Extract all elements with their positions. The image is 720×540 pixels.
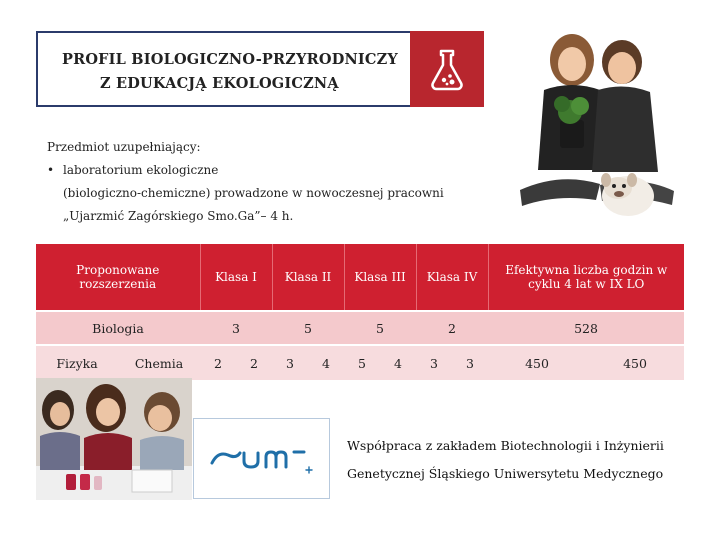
title-line-2: Z EDUKACJĄ EKOLOGICZNĄ — [100, 75, 339, 92]
cell-physics-k3: 5 — [344, 345, 380, 380]
cell-biology-total: 528 — [488, 311, 684, 345]
table-header-row — [36, 244, 684, 311]
cell-biology-k4: 2 — [416, 311, 488, 345]
header-klasa-4: Klasa IV — [416, 244, 488, 311]
students-lab-photo — [36, 378, 192, 500]
cell-subject-biology: Biologia — [36, 311, 200, 345]
intro-section — [47, 136, 444, 228]
table-row-physics-chemistry — [36, 345, 684, 380]
bullet: • — [47, 163, 55, 177]
header-effective-hours: Efektywna liczba godzin w cyklu 4 lat w IX LO — [488, 244, 684, 311]
cell-physics-total: 450 — [488, 345, 586, 380]
cell-chemistry-k2: 4 — [308, 345, 344, 380]
intro-item-line2: (biologiczno-chemiczne) prowadzone w nowoczesnej pracowni — [63, 186, 444, 200]
cooperation-line2: Genetycznej Śląskiego Uniwersytetu Medycznego — [347, 466, 664, 481]
flask-icon-box — [410, 31, 484, 107]
intro-item — [47, 159, 444, 182]
title-line-1: PROFIL BIOLOGICZNO-PRZYRODNICZY — [62, 51, 398, 68]
intro-label: Przedmiot uzupełniający: — [47, 140, 201, 154]
header-extensions: Proponowane rozszerzenia — [36, 244, 200, 311]
flask-icon — [410, 31, 484, 107]
cell-subject-physics: Fizyka — [36, 345, 118, 380]
cell-chemistry-total: 450 — [586, 345, 684, 380]
header-klasa-2: Klasa II — [272, 244, 344, 311]
table-row-biology — [36, 311, 684, 345]
cell-subject-chemistry: Chemia — [118, 345, 200, 380]
cell-physics-k1: 2 — [200, 345, 236, 380]
schedule-table — [36, 244, 684, 380]
cell-physics-k4: 3 — [416, 345, 452, 380]
intro-item-line1: laboratorium ekologiczne — [63, 163, 219, 177]
cell-chemistry-k4: 3 — [452, 345, 488, 380]
cooperation-line1: Współpraca z zakładem Biotechnologii i Inżynierii — [347, 438, 664, 453]
cooperation-section — [347, 432, 664, 488]
cell-biology-k1: 3 — [200, 311, 272, 345]
title-box — [36, 31, 448, 107]
cell-chemistry-k3: 4 — [380, 345, 416, 380]
cell-chemistry-k1: 2 — [236, 345, 272, 380]
header-klasa-3: Klasa III — [344, 244, 416, 311]
students-with-dog-photo — [510, 20, 680, 230]
sum-logo-icon — [194, 419, 329, 498]
sum-logo-box — [193, 418, 330, 499]
header-klasa-1: Klasa I — [200, 244, 272, 311]
cell-biology-k2: 5 — [272, 311, 344, 345]
cell-physics-k2: 3 — [272, 345, 308, 380]
intro-item-line3: „Ujarzmić Zagórskiego Smo.Ga”– 4 h. — [63, 209, 294, 223]
cell-biology-k3: 5 — [344, 311, 416, 345]
